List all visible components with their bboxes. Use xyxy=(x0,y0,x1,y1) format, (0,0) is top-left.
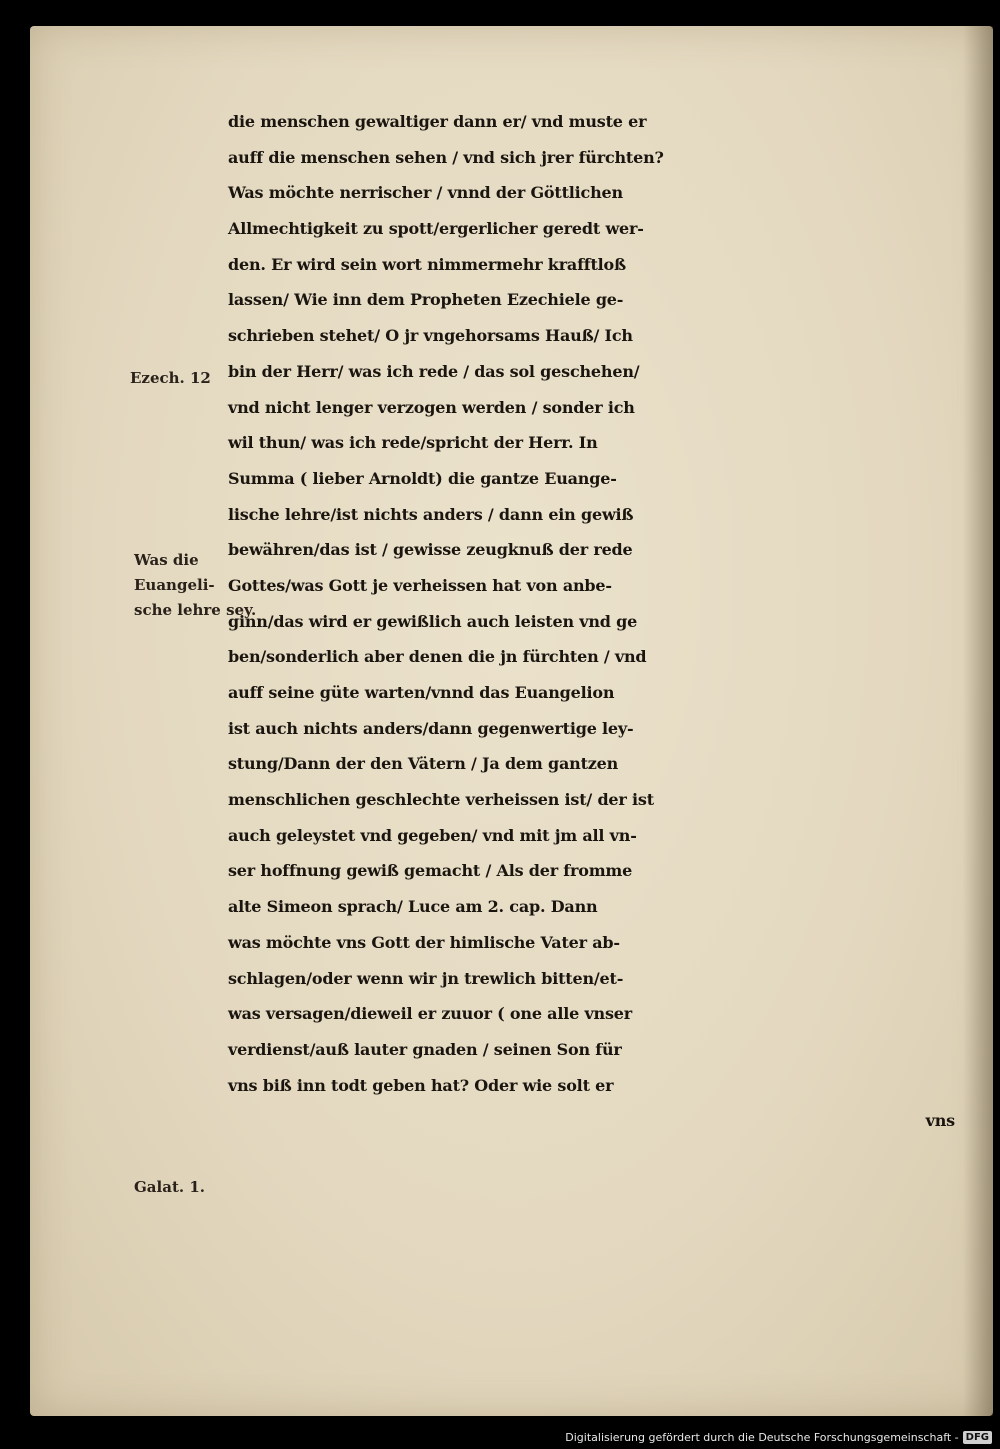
text-line: schrieben stehet/ O jr vngehorsams Hauß/ Ich xyxy=(228,326,633,346)
text-line: schlagen/oder wenn wir jn trewlich bitten/et- xyxy=(228,968,624,988)
text-line: ginn/das wird er gewißlich auch leisten vnd ge xyxy=(228,611,638,631)
text-line: bin der Herr/ was ich rede / das sol geschehen/ xyxy=(228,361,640,381)
text-line: ben/sonderlich aber denen die jn fürchten / vnd xyxy=(228,647,647,667)
margin-note-ezechiel: Ezech. 12 xyxy=(130,369,211,387)
text-line: stung/Dann der den Vätern / Ja dem gantzen xyxy=(228,754,619,774)
body-text xyxy=(228,104,963,1139)
text-line: Gottes/was Gott je verheissen hat von anbe- xyxy=(228,575,612,595)
text-line: verdienst/auß lauter gnaden / seinen Son für xyxy=(228,1039,622,1059)
catchword: vns xyxy=(925,1111,955,1131)
text-line: Was möchte nerrischer / vnnd der Göttlichen xyxy=(228,183,623,203)
text-line: ist auch nichts anders/dann gegenwertige ley- xyxy=(228,718,634,738)
text-line: die menschen gewaltiger dann er/ vnd muste er xyxy=(228,112,647,131)
text-line: Allmechtigkeit zu spott/ergerlicher geredt wer- xyxy=(228,219,644,239)
text-line: vnd nicht lenger verzogen werden / sonder ich xyxy=(228,397,635,417)
margin-note-galater: Galat. 1. xyxy=(134,1178,205,1196)
text-line: ser hoffnung gewiß gemacht / Als der fromme xyxy=(228,861,633,881)
text-line: was versagen/dieweil er zuuor ( one alle vnser xyxy=(228,1004,632,1024)
footer-credit: Digitalisierung gefördert durch die Deutsche Forschungsgemeinschaft - xyxy=(565,1430,959,1444)
text-line: den. Er wird sein wort nimmermehr krafftloß xyxy=(228,254,626,274)
dfg-logo: DFG xyxy=(963,1431,992,1444)
margin-note-line: Was die xyxy=(134,551,199,569)
page-gutter-shadow xyxy=(963,26,993,1416)
text-line: alte Simeon sprach/ Luce am 2. cap. Dann xyxy=(228,897,598,917)
text-line: auch geleystet vnd gegeben/ vnd mit jm all vn- xyxy=(228,825,637,845)
digitization-footer xyxy=(565,1427,992,1447)
text-line: auff seine güte warten/vnnd das Euangelion xyxy=(228,683,615,702)
margin-note-line: Euangeli- xyxy=(134,576,215,594)
text-line: wil thun/ was ich rede/spricht der Herr. In xyxy=(228,433,598,453)
text-line: lische lehre/ist nichts anders / dann ein gewiß xyxy=(228,504,634,524)
margin-note-line: sche lehre sey. xyxy=(134,601,257,619)
text-line: bewähren/das ist / gewisse zeugknuß der rede xyxy=(228,540,633,560)
text-line: auff die menschen sehen / vnd sich jrer fürchten? xyxy=(228,147,664,167)
text-line: lassen/ Wie inn dem Propheten Ezechiele ge- xyxy=(228,290,624,310)
text-line: menschlichen geschlechte verheissen ist/ der ist xyxy=(228,790,654,810)
text-line: Summa ( lieber Arnoldt) die gantze Euange- xyxy=(228,468,617,488)
text-line: vns biß inn todt geben hat? Oder wie solt er xyxy=(228,1075,614,1095)
text-line: was möchte vns Gott der himlische Vater ab- xyxy=(228,932,620,952)
